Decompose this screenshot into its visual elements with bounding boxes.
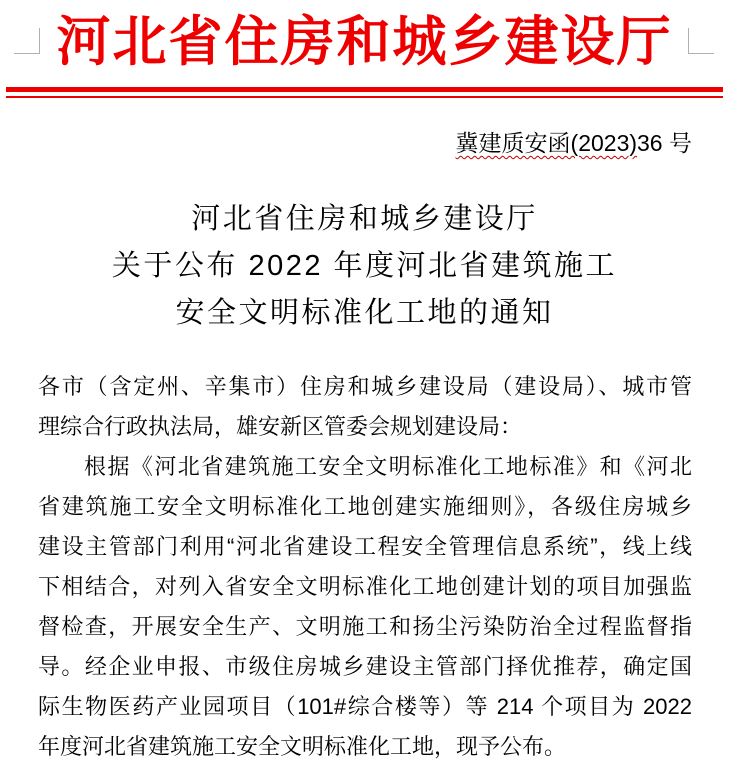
corner-mark-left xyxy=(14,28,40,54)
reference-number xyxy=(456,130,692,157)
document-title xyxy=(0,196,729,337)
reference-number-suffix: 36 号 xyxy=(637,130,692,156)
body-line: 年度河北省建筑施工安全文明标准化工地，现予公布。 xyxy=(38,734,567,759)
body-line: 建设主管部门利用“河北省建设工程安全管理信息系统”，线上线 xyxy=(38,534,692,559)
title-line: 河北省住房和城乡建设厅 xyxy=(191,203,538,235)
letterhead-banner xyxy=(0,8,729,76)
title-line: 安全文明标准化工地的通知 xyxy=(175,297,554,329)
title-line: 关于公布 2022 年度河北省建筑施工 xyxy=(111,250,618,282)
red-rule-thick xyxy=(6,87,723,92)
body-line: 理综合行政执法局，雄安新区管委会规划建设局： xyxy=(38,414,523,439)
document-body xyxy=(38,367,692,767)
body-line: 督检查，开展安全生产、文明施工和扬尘污染防治全过程监督指 xyxy=(38,614,692,639)
body-line: 根据《河北省建筑施工安全文明标准化工地标准》和《河北 xyxy=(84,454,692,479)
body-line: 导。经企业申报、市级住房城乡建设主管部门择优推荐，确定国 xyxy=(38,654,692,679)
reference-number-flagged: 冀建质安函(2023) xyxy=(455,130,638,156)
agency-name: 河北省住房和城乡建设厅 xyxy=(56,12,673,72)
red-rule-thin xyxy=(6,96,723,98)
body-line: 下相结合，对列入省安全文明标准化工地创建计划的项目加强监 xyxy=(38,574,692,599)
body-line: 际生物医药产业园项目（101#综合楼等）等 214 个项目为 2022 xyxy=(38,694,692,719)
body-line: 省建筑施工安全文明标准化工地创建实施细则》，各级住房城乡 xyxy=(38,494,692,519)
body-line: 各市（含定州、辛集市）住房和城乡建设局（建设局）、城市管 xyxy=(38,374,692,399)
corner-mark-right xyxy=(688,28,714,54)
